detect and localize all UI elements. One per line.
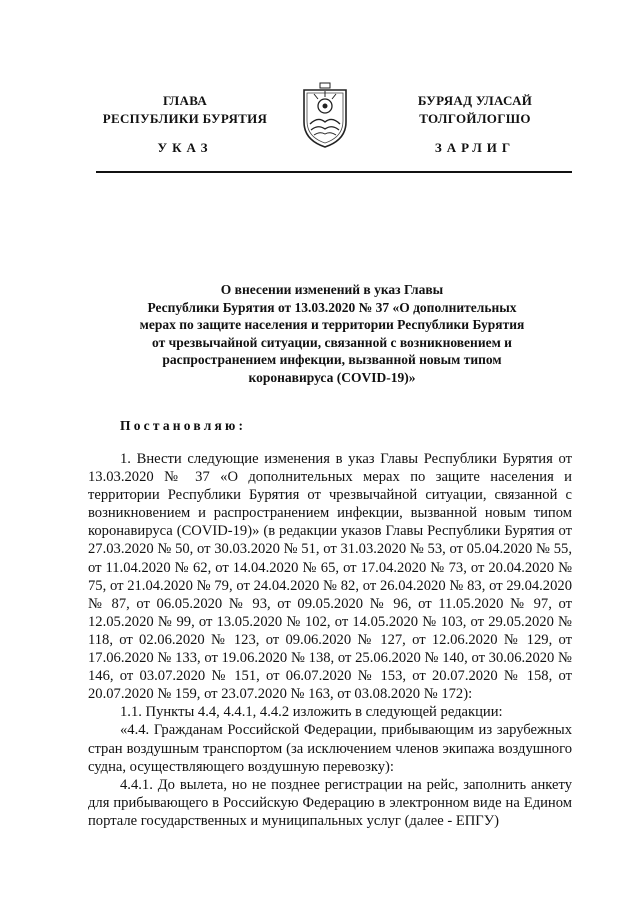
header-right-line1: БУРЯАД УЛАСАЙ [417, 93, 533, 108]
resolve-heading: Постановляю: [120, 418, 247, 433]
title-line: мерах по защите населения и территории Республики Бурятия [139, 317, 525, 333]
paragraph-1: 1. Внести следующие изменения в указ Главы Республики Бурятия от 13.03.2020 № 37 «О дополнительных мерах по защите населения и территории Республики Бурятия от чрезвычайной ситуации, связанной с возникновением и распространением инфекции, вызванной новым типом коронавируса (COVID-19)» (в редакции указов Главы Республики Бурятия от 27.03.2020 № 50, от 30.03.2020 № 51, от 31.03.2020 № 53, от 05.04.2020 № 55, от 11.04.2020 № 62, от 14.04.2020 № 65, от 17.04.2020 № 73, от 20.04.2020 № 75, от 21.04.2020 № 79, от 24.04.2020 № 82, от 26.04.2020 № 83, от 29.04.2020 № 87, от 06.05.2020 № 93, от 09.05.2020 № 96, от 11.05.2020 № 97, от 12.05.2020 № 99, от 13.05.2020 № 102, от 14.05.2020 № 103, от 29.05.2020 № 118, от 02.06.2020 № 123, от 09.06.2020 № 127, от 12.06.2020 № 129, от 17.06.2020 № 133, от 19.06.2020 № 138, от 25.06.2020 № 140, от 30.06.2020 № 146, от 03.07.2020 № 151, от 06.07.2020 № 153, от 20.07.2020 № 158, от 20.07.2020 № 159, от 23.07.2020 № 163, от 03.08.2020 № 172): [88, 451, 572, 703]
paragraph-1-1: 1.1. Пункты 4.4, 4.4.1, 4.4.2 изложить в следующей редакции: [120, 704, 503, 721]
title-line: О внесении изменений в указ Главы [220, 282, 444, 297]
decree-label-left: УКАЗ [157, 140, 213, 155]
document-body [88, 450, 572, 830]
title-line: коронавируса (COVID-19)» [248, 369, 416, 385]
header-left-line2: РЕСПУБЛИКИ БУРЯТИЯ [102, 111, 268, 126]
document-title [88, 281, 576, 387]
header-left [70, 92, 300, 128]
paragraph-4-4-1: 4.4.1. До вылета, но не позднее регистрации на рейс, заполнить анкету для прибывающего в Российскую Федерацию в электронном виде на Едином портале государственных и муниципальных услуг (далее - ЕПГУ) [88, 776, 572, 829]
title-line: Республики Бурятия от 13.03.2020 № 37 «О дополнительных [147, 299, 517, 315]
decree-label-right: ЗАРЛИГ [434, 140, 516, 155]
header-right-line2: ТОЛГОЙЛОГШО [419, 111, 531, 126]
title-line: распространением инфекции, вызванной новым типом [162, 352, 502, 368]
title-line: от чрезвычайной ситуации, связанной с возникновением и [152, 334, 512, 350]
coat-of-arms-icon [298, 80, 352, 150]
header-divider [96, 171, 572, 173]
header-left-line1: ГЛАВА [162, 93, 208, 108]
paragraph-4-4: «4.4. Гражданам Российской Федерации, прибывающим из зарубежных стран воздушным транспортом (за исключением членов экипажа воздушного судна, осуществляющего воздушную перевозку): [88, 722, 572, 775]
header-right [360, 92, 590, 128]
